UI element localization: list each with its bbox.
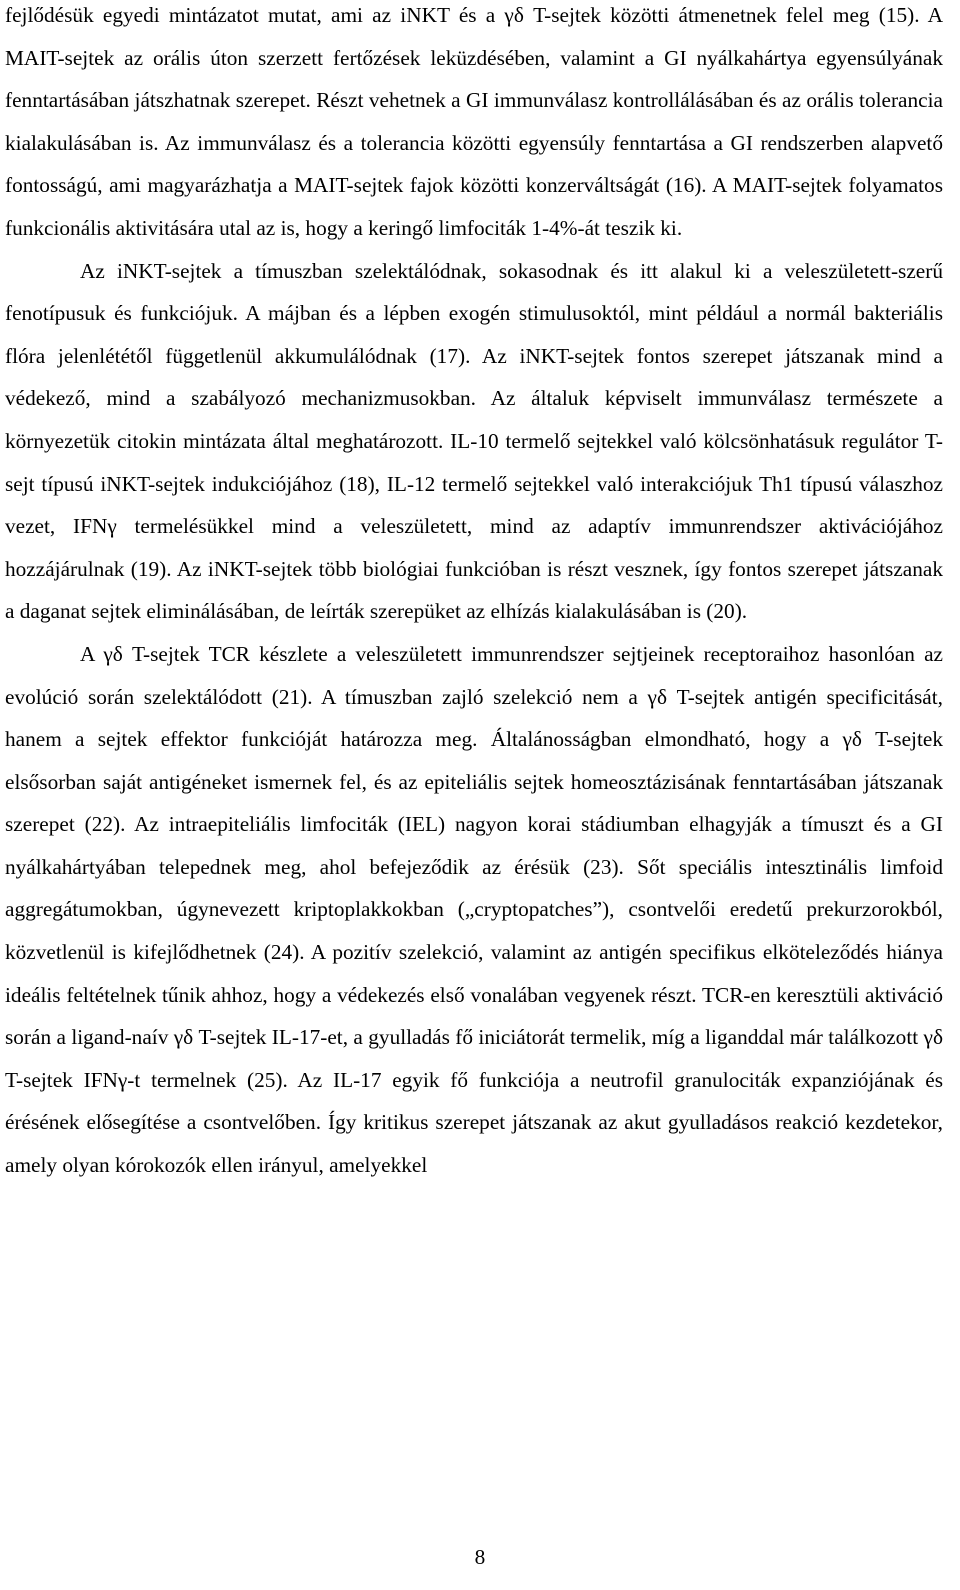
paragraph-inkt-cells: Az iNKT-sejtek a tímuszban szelektálódnak, sokasodnak és itt alakul ki a veleszületett-szerű fenotípusuk és funkciójuk. A májban és a lépben exogén stimulusoktól, mint például a normál bakteriális flóra jelenlététől függetlenül akkumulálódnak (17). Az iNKT-sejtek fontos szerepet játszanak mind a védekező, mind a szabályozó mechanizmusokban. Az általuk képviselt immunválasz természete a környezetük citokin mintázata által meghatározott. IL-10 termelő sejtekkel való kölcsönhatásuk regulátor T-sejt típusú iNKT-sejtek indukciójához (18), IL-12 termelő sejtekkel való interakciójuk Th1 típusú válaszhoz vezet, IFNγ termelésükkel mind a veleszületett, mind az adaptív immunrendszer aktivációjához hozzájárulnak (19). Az iNKT-sejtek több biológiai funkcióban is részt vesznek, így fontos szerepet játszanak a daganat sejtek eliminálásában, de leírták szerepüket az elhízás kialakulásában is (20).	[5, 258, 943, 624]
document-page	[5, 0, 943, 1187]
paragraph-mait-cells: fejlődésük egyedi mintázatot mutat, ami az iNKT és a γδ T-sejtek közötti átmenetnek felel meg (15). A MAIT-sejtek az orális úton szerzett fertőzések leküzdésében, valamint a GI nyálkahártya egyensúlyának fenntartásában játszhatnak szerepet. Részt vehetnek a GI immunválasz kontrollálásában és az orális tolerancia kialakulásában is. Az immunválasz és a tolerancia közötti egyensúly fenntartása a GI rendszerben alapvető fontosságú, ami magyarázhatja a MAIT-sejtek fajok közötti konzerváltságát (16). A MAIT-sejtek folyamatos funkcionális aktivitására utal az is, hogy a keringő limfociták 1-4%-át teszik ki.	[5, 3, 943, 240]
page-number: 8	[474, 1545, 486, 1569]
paragraph-gamma-delta-t-cells: A γδ T-sejtek TCR készlete a veleszületett immunrendszer sejtjeinek receptoraihoz hasonlóan az evolúció során szelektálódott (21). A tímuszban zajló szelekció nem a γδ T-sejtek antigén specificitását, hanem a sejtek effektor funkcióját határozza meg. Általánosságban elmondható, hogy a γδ T-sejtek elsősorban saját antigéneket ismernek fel, és az epiteliális sejtek homeosztázisának fenntartásában játszanak szerepet (22). Az intraepiteliális limfociták (IEL) nagyon korai stádiumban elhagyják a tímuszt és a GI nyálkahártyában telepednek meg, ahol befejeződik az érésük (23). Sőt speciális intesztinális limfoid aggregátumokban, úgynevezett kriptoplakkokban („cryptopatches”), csontvelői eredetű prekurzorokból, közvetlenül is kifejlődhetnek (24). A pozitív szelekció, valamint az antigén specifikus elköteleződés hiánya ideális feltételnek tűnik ahhoz, hogy a védekezés első vonalában vegyenek részt. TCR-en keresztüli aktiváció során a ligand-naív γδ T-sejtek IL-17-et, a gyulladás fő iniciátorát termelik, míg a liganddal már találkozott γδ T-sejtek IFNγ-t termelnek (25). Az IL-17 egyik fő funkciója a neutrofil granulociták expanziójának és érésének elősegítése a csontvelőben. Így kritikus szerepet játszanak az akut gyulladásos reakció kezdetekor, amely olyan kórokozók ellen irányul, amelyekkel	[5, 641, 943, 1178]
